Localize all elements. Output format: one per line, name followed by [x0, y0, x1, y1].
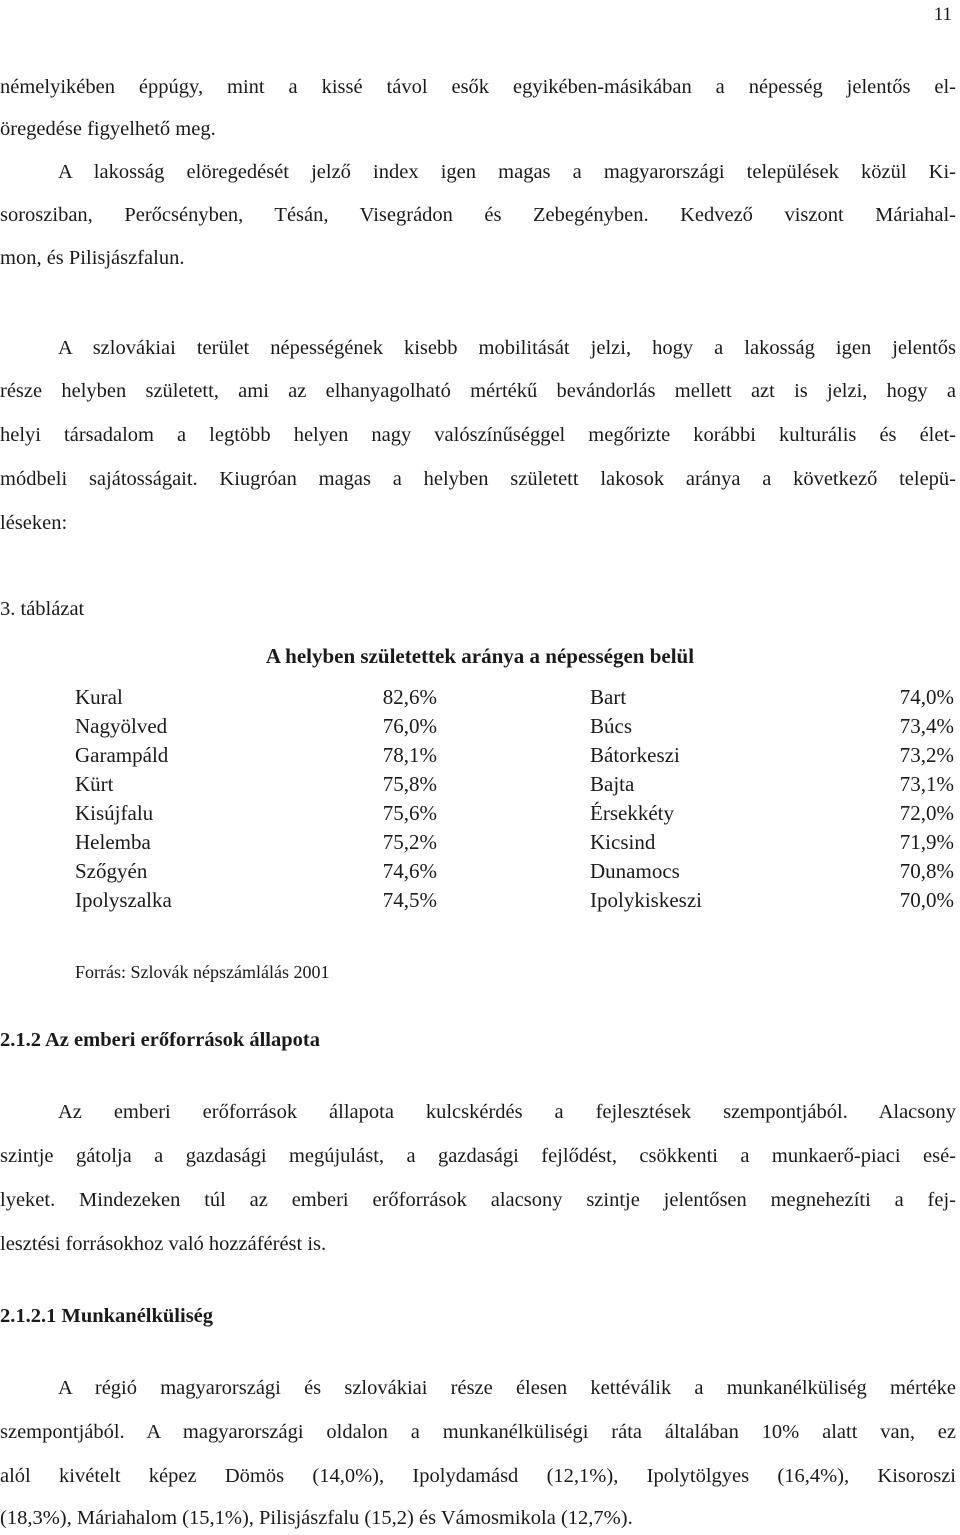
- settlement-value: 82,6%: [382, 685, 437, 709]
- settlement-name: Szőgyén: [75, 859, 148, 883]
- settlement-name: Bátorkeszi: [590, 743, 680, 767]
- settlement-name: Helemba: [75, 830, 151, 854]
- settlement-value: 78,1%: [382, 743, 437, 767]
- paragraph-line: A lakosság elöregedését jelző index igen magas a magyarországi települések közül Ki-: [58, 161, 956, 183]
- settlement-value: 70,0%: [899, 888, 954, 912]
- paragraph-line: szintje gátolja a gazdasági megújulást, a gazdasági fejlődést, csökkenti a munkaerő-piaci esé-: [0, 1145, 956, 1167]
- settlement-name: Bajta: [590, 772, 635, 796]
- settlement-name: Ipolyszalka: [75, 888, 172, 912]
- settlement-name: Kisújfalu: [75, 801, 154, 825]
- settlement-value: 74,5%: [382, 888, 437, 912]
- settlement-value: 74,6%: [382, 859, 437, 883]
- paragraph-line: léseken:: [0, 512, 68, 534]
- settlement-value: 73,2%: [899, 743, 954, 767]
- settlement-name: Kural: [75, 685, 123, 709]
- paragraph-line: (18,3%), Máriahalom (15,1%), Pilisjászfalu (15,2) és Vámosmikola (12,7%).: [0, 1507, 633, 1529]
- page-number: 11: [933, 4, 952, 25]
- table-source: Forrás: Szlovák népszámlálás 2001: [75, 962, 330, 982]
- paragraph-line: sorosziban, Perőcsényben, Tésán, Visegrádon és Zebegényben. Kedvező viszont Máriahal-: [0, 204, 956, 226]
- paragraph-line: öregedése figyelhető meg.: [0, 118, 216, 140]
- settlement-value: 75,2%: [382, 830, 437, 854]
- settlement-name: Garampáld: [75, 743, 169, 767]
- settlement-name: Érsekkéty: [590, 801, 674, 825]
- paragraph-line: alól kivételt képez Dömös (14,0%), Ipolydamásd (12,1%), Ipolytölgyes (16,4%), Kisoroszi: [0, 1465, 956, 1487]
- paragraph-line: szempontjából. A magyarországi oldalon a munkanélküliségi ráta általában 10% alatt van, ez: [0, 1421, 956, 1443]
- paragraph-line: némelyikében éppúgy, mint a kissé távol esők egyikében-másikában a népesség jelentős el-: [0, 76, 956, 98]
- settlement-name: Dunamocs: [590, 859, 680, 883]
- settlement-name: Kürt: [75, 772, 114, 796]
- subsection-heading: 2.1.2.1 Munkanélküliség: [0, 1305, 214, 1327]
- settlement-value: 75,8%: [382, 772, 437, 796]
- settlement-value: 74,0%: [899, 685, 954, 709]
- settlement-value: 72,0%: [899, 801, 954, 825]
- paragraph-line: mon, és Pilisjászfalun.: [0, 247, 185, 269]
- settlement-value: 73,4%: [899, 714, 954, 738]
- paragraph-line: Az emberi erőforrások állapota kulcskérdés a fejlesztések szempontjából. Alacsony: [58, 1101, 956, 1123]
- paragraph-line: része helyben született, ami az elhanyagolható mértékű bevándorlás mellett azt is jelzi, hogy a: [0, 380, 956, 402]
- settlement-name: Nagyölved: [75, 714, 168, 738]
- paragraph-line: módbeli sajátosságait. Kiugróan magas a helyben született lakosok aránya a következő telepü-: [0, 468, 956, 490]
- table-label: 3. táblázat: [0, 598, 85, 620]
- settlement-name: Kicsind: [590, 830, 656, 854]
- paragraph-line: lesztési forrásokhoz való hozzáférést is.: [0, 1233, 327, 1255]
- paragraph-line: A régió magyarországi és szlovákiai része élesen kettéválik a munkanélküliség mértéke: [58, 1377, 956, 1399]
- settlement-name: Bart: [590, 685, 627, 709]
- section-heading: 2.1.2 Az emberi erőforrások állapota: [0, 1029, 320, 1051]
- settlement-value: 73,1%: [899, 772, 954, 796]
- paragraph-line: helyi társadalom a legtöbb helyen nagy valószínűséggel megőrizte korábbi kulturális és élet-: [0, 424, 956, 446]
- settlement-value: 71,9%: [899, 830, 954, 854]
- settlement-value: 75,6%: [382, 801, 437, 825]
- paragraph-line: lyeket. Mindezeken túl az emberi erőforrások alacsony szintje jelentősen megnehezíti a fej-: [0, 1189, 956, 1211]
- settlement-value: 70,8%: [899, 859, 954, 883]
- settlement-name: Ipolykiskeszi: [590, 888, 702, 912]
- settlement-value: 76,0%: [382, 714, 437, 738]
- paragraph-line: A szlovákiai terület népességének kisebb mobilitását jelzi, hogy a lakosság igen jelentős: [58, 337, 956, 359]
- table-title: A helyben születettek aránya a népességen belül: [265, 644, 695, 668]
- settlement-name: Búcs: [590, 714, 632, 738]
